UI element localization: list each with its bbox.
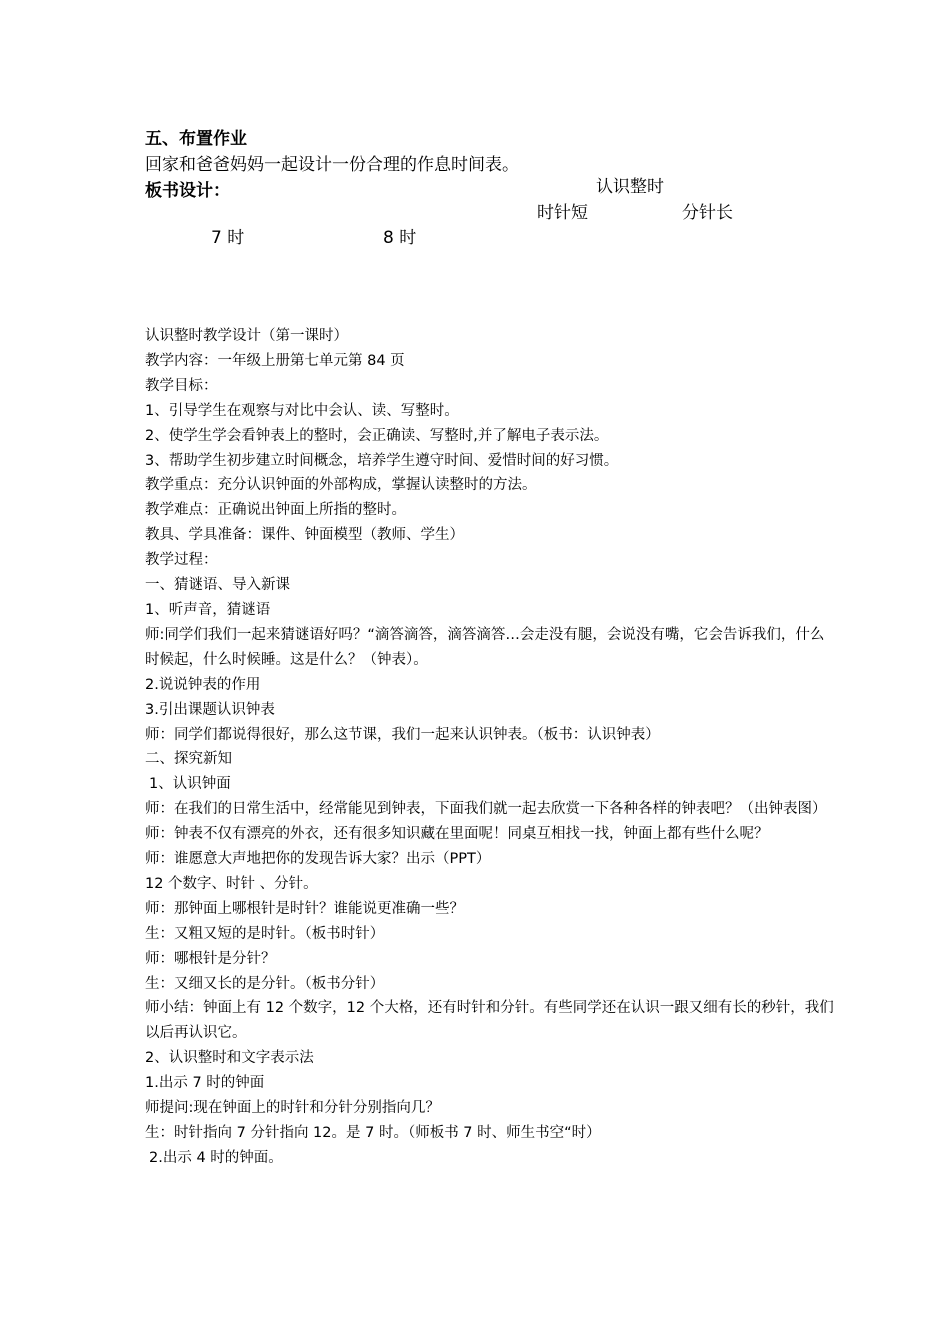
teacher-line-knowledge: 师：钟表不仅有漂亮的外衣，还有很多知识藏在里面呢！同桌互相找一找，钟面上都有些什么呢？ xyxy=(145,826,769,843)
teacher-summary: 师小结：钟面上有 12 个数字，12 个大格，还有时针和分针。有些同学还在认识一跟又细有长的秒针，我们以后再认识它。 xyxy=(145,1000,834,1042)
teaching-goals-heading: 教学目标： xyxy=(145,377,218,394)
teaching-content: 教学内容：一年级上册第七单元第 84 页 xyxy=(145,352,405,369)
lesson-plan-body xyxy=(145,324,835,1171)
student-line-minute-hand: 生：又细又长的是分针。（板书分针） xyxy=(145,975,385,992)
board-time-7: 7 时 xyxy=(211,228,245,248)
teacher-line-which-hand: 师：那钟面上哪根针是时针？谁能说更准确一些？ xyxy=(145,900,464,917)
teaching-materials: 教具、学具准备：课件、钟面模型（教师、学生） xyxy=(145,527,464,544)
step-2-1: 1、认识钟面 xyxy=(149,776,231,793)
step-1-2: 2.说说钟表的作用 xyxy=(145,676,261,693)
teacher-line-intro: 师：同学们都说得很好，那么这节课，我们一起来认识钟表。（板书：认识钟表） xyxy=(145,726,660,743)
board-time-8: 8 时 xyxy=(383,228,417,248)
board-minute-hand: 分针长 xyxy=(682,203,733,223)
step-1-1: 1、听声音，猜谜语 xyxy=(145,601,271,618)
teacher-line-minute-hand: 师：哪根针是分针？ xyxy=(145,950,276,967)
teacher-line-clocks: 师：在我们的日常生活中，经常能见到钟表，下面我们就一起去欣赏一下各种各样的钟表吧？（出钟表图） xyxy=(145,801,827,818)
doc-title: 认识整时教学设计（第一课时） xyxy=(145,328,348,344)
step-show-4: 2.出示 4 时的钟面。 xyxy=(149,1149,283,1166)
step-show-7: 1.出示 7 时的钟面 xyxy=(145,1075,265,1092)
teaching-focus: 教学重点：充分认识钟面的外部构成，掌握认读整时的方法。 xyxy=(145,477,537,494)
homework-text: 回家和爸爸妈妈一起设计一份合理的作息时间表。 xyxy=(145,155,519,175)
goal-item-1: 1、引导学生在观察与对比中会认、读、写整时。 xyxy=(145,402,459,419)
student-line-hour-hand: 生：又粗又短的是时针。（板书时针） xyxy=(145,925,385,942)
goal-item-2: 2、使学生学会看钟表上的整时，会正确读、写整时,并了解电子表示法。 xyxy=(145,427,609,444)
section-2-heading: 二、探究新知 xyxy=(145,751,232,768)
teaching-difficulty: 教学难点：正确说出钟面上所指的整时。 xyxy=(145,502,406,519)
goal-item-3: 3、帮助学生初步建立时间概念，培养学生遵守时间、爱惜时间的好习惯。 xyxy=(145,452,619,469)
board-hour-hand: 时针短 xyxy=(537,203,588,223)
board-title: 认识整时 xyxy=(596,177,664,197)
riddle-paragraph: 师:同学们我们一起来猜谜语好吗？“滴答滴答，滴答滴答…会走没有腿，会说没有嘴，它会告诉我们，什么时候起，什么时候睡。这是什么？（钟表）。 xyxy=(145,626,825,668)
teacher-line-share: 师：谁愿意大声地把你的发现告诉大家？出示（PPT） xyxy=(145,851,491,868)
clock-parts: 12 个数字、时针 、分针。 xyxy=(145,875,318,892)
board-design-label: 板书设计： xyxy=(145,181,230,201)
homework-heading: 五、布置作业 xyxy=(145,129,247,149)
step-2-2: 2、认识整时和文字表示法 xyxy=(145,1050,314,1067)
student-answer-7: 生：时针指向 7 分针指向 12。是 7 时。（师板书 7 时、师生书空“时） xyxy=(145,1125,601,1141)
teacher-question: 师提问:现在钟面上的时针和分针分别指向几？ xyxy=(145,1100,440,1117)
step-1-3: 3.引出课题认识钟表 xyxy=(145,701,275,718)
section-1-heading: 一、猜谜语、导入新课 xyxy=(145,577,290,594)
homework-section xyxy=(145,126,865,204)
teaching-process-heading: 教学过程： xyxy=(145,552,218,569)
